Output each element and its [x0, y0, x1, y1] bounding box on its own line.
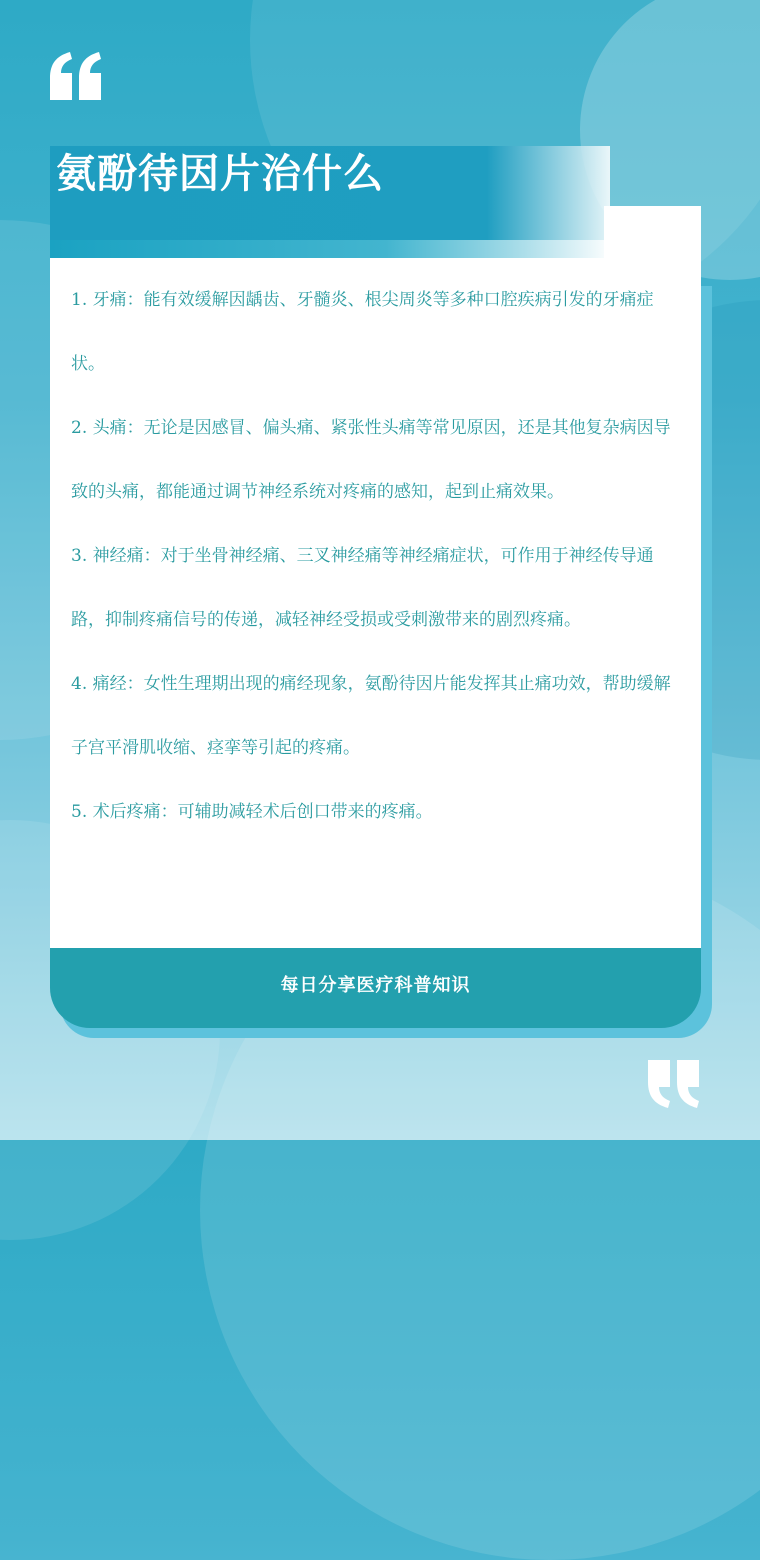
quote-open-icon — [48, 52, 104, 102]
card-corner — [604, 206, 701, 260]
list-item: 4. 痛经：女性生理期出现的痛经现象，氨酚待因片能发挥其止痛功效，帮助缓解子宫平滑肌收缩、痉挛等引起的疼痛。 — [71, 674, 671, 758]
content-list — [71, 268, 681, 844]
list-item: 3. 神经痛：对于坐骨神经痛、三叉神经痛等神经痛症状，可作用于神经传导通路，抑制疼痛信号的传递，减轻神经受损或受刺激带来的剧烈疼痛。 — [71, 546, 654, 630]
list-item: 2. 头痛：无论是因感冒、偏头痛、紧张性头痛等常见原因，还是其他复杂病因导致的头痛，都能通过调节神经系统对疼痛的感知，起到止痛效果。 — [71, 418, 671, 502]
page-title: 氨酚待因片治什么 — [56, 151, 384, 197]
title-band-fade — [50, 240, 610, 258]
footer-bar — [50, 948, 701, 1028]
footer-label: 每日分享医疗科普知识 — [280, 975, 471, 996]
quote-close-icon — [646, 1060, 702, 1108]
list-item: 1. 牙痛：能有效缓解因龋齿、牙髓炎、根尖周炎等多种口腔疾病引发的牙痛症状。 — [71, 290, 654, 374]
list-item: 5. 术后疼痛：可辅助减轻术后创口带来的疼痛。 — [71, 802, 433, 822]
